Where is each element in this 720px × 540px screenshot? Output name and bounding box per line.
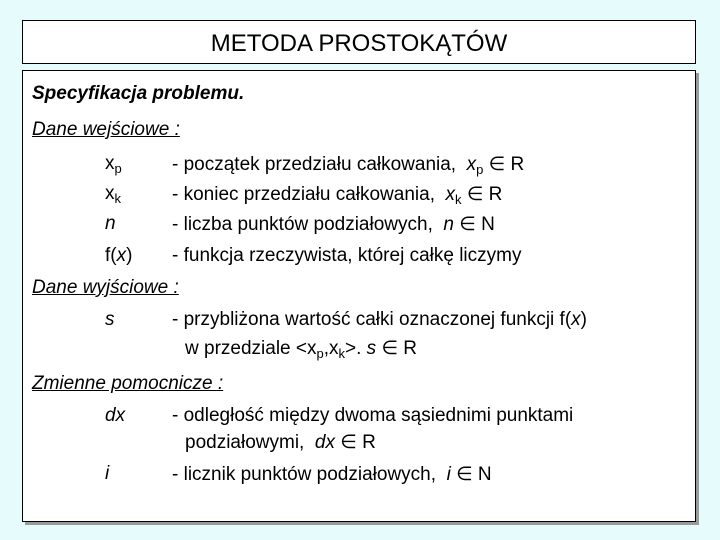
symbol-f: f(x) — [105, 245, 133, 266]
content-box — [22, 70, 696, 522]
desc-dx-line2: podziałowymi, dx ∈ R — [185, 432, 376, 453]
desc-i: - licznik punktów podziałowych, i ∈ N — [172, 464, 492, 485]
desc-s-line1: - przybliżona wartość całki oznaczonej funkcji f(x) — [172, 309, 587, 330]
inputs-heading: Dane wejściowe : — [32, 119, 180, 140]
page-title: METODA PROSTOKĄTÓW — [210, 30, 508, 57]
symbol-s: s — [105, 309, 115, 330]
desc-f: - funkcja rzeczywista, której całkę liczymy — [172, 245, 522, 266]
title-box — [22, 20, 696, 64]
symbol-xk: $x_k$ — [105, 183, 121, 206]
outputs-heading: Dane wyjściowe : — [32, 277, 179, 298]
desc-dx-line1: - odległość między dwoma sąsiednimi punktami — [172, 405, 574, 426]
desc-xp: - początek przedziału całkowania, $x_p$ ∈ R — [172, 154, 525, 177]
desc-xk: - koniec przedziału całkowania, $x_k$ ∈ R — [172, 184, 503, 207]
spec-heading: Specyfikacja problemu. — [32, 83, 245, 104]
helpers-heading: Zmienne pomocnicze : — [32, 373, 224, 394]
desc-s-line2: w przedziale $<x_p,x_k>$. s ∈ R — [185, 338, 417, 361]
desc-n: - liczba punktów podziałowych, n ∈ N — [172, 214, 495, 235]
symbol-xp: $x_p$ — [105, 153, 122, 176]
symbol-i: i — [105, 463, 110, 484]
symbol-n: n — [105, 213, 116, 234]
symbol-dx: dx — [105, 405, 126, 426]
